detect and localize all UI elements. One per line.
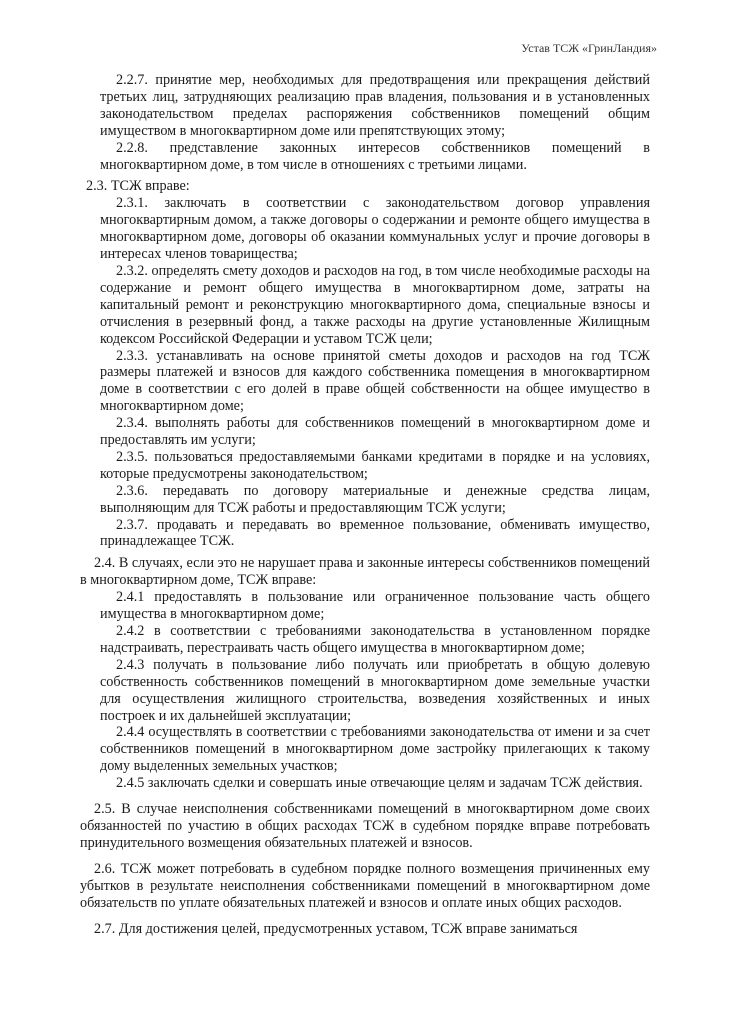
clause-2-4-2: 2.4.2 в соответствии с требованиями законодательства в установленном порядке надстраивать, перестраивать часть общего имущества в многоквартирном доме; xyxy=(100,623,650,656)
document-body xyxy=(80,72,650,937)
clause-2-2-8: 2.2.8. представление законных интересов собственников помещений в многоквартирном доме, в том числе в отношениях с третьими лицами. xyxy=(100,139,650,173)
section-2-7: 2.7. Для достижения целей, предусмотренных уставом, ТСЖ вправе заниматься xyxy=(94,920,578,937)
clause-2-4-1: 2.4.1 предоставлять в пользование или ограниченное пользование часть общего имущества в многоквартирном доме; xyxy=(100,589,650,623)
clause-2-4-3: 2.4.3 получать в пользование либо получать или приобретать в общую долевую собственность собственников помещений в многоквартирном доме земельные участки для осуществления жилищного строительства, возведения хозяйственных и иных построек и их дальнейшей эксплуатации; xyxy=(100,656,650,724)
clause-2-2-7: 2.2.7. принятие мер, необходимых для предотвращения или прекращения действий третьих лиц, затрудняющих реализацию прав владения, пользования и в установленных законодательством пределах распоряжения собственников помещений общим имуществом в многоквартирном доме или препятствующих этому; xyxy=(100,72,650,139)
clause-2-4-5: 2.4.5 заключать сделки и совершать иные отвечающие целям и задачам ТСЖ действия. xyxy=(116,775,643,792)
clause-2-3-4: 2.3.4. выполнять работы для собственников помещений в многоквартирном доме и предоставлять им услуги; xyxy=(100,415,650,449)
clause-2-3-1: 2.3.1. заключать в соответствии с законодательством договор управления многоквартирным домом, а также договоры о содержании и ремонте общего имущества в многоквартирном доме, договоры об оказании коммунальных услуг и прочие договоры в интересах членов товарищества; xyxy=(100,195,650,263)
section-2-6: 2.6. ТСЖ может потребовать в судебном порядке полного возмещения причиненных ему убытков в результате неисполнения собственниками помещений в многоквартирном доме обязательств по уплате обязательных платежей и взносов и оплате иных общих расходов. xyxy=(80,860,650,911)
clause-2-3-5: 2.3.5. пользоваться предоставляемыми банками кредитами в порядке и на условиях, которые предусмотрены законодательством; xyxy=(100,448,650,482)
section-2-5: 2.5. В случае неисполнения собственниками помещений в многоквартирном доме своих обязанностей по участию в общих расходах ТСЖ в судебном порядке вправе потребовать принудительного возмещения обязательных платежей и взносов. xyxy=(80,801,650,851)
document-header: Устав ТСЖ «ГринЛандия» xyxy=(521,41,657,55)
section-2-4: 2.4. В случаях, если это не нарушает права и законные интересы собственников помещений в многоквартирном доме, ТСЖ вправе: xyxy=(80,555,650,589)
clause-2-3-6: 2.3.6. передавать по договору материальные и денежные средства лицам, выполняющим для ТСЖ работы и предоставляющим ТСЖ услуги; xyxy=(100,482,650,516)
section-2-3-heading: 2.3. ТСЖ вправе: xyxy=(86,178,190,195)
clause-2-3-7: 2.3.7. продавать и передавать во временное пользование, обменивать имущество, принадлежащее ТСЖ. xyxy=(100,516,650,550)
clause-2-3-3: 2.3.3. устанавливать на основе принятой сметы доходов и расходов на год ТСЖ размеры платежей и взносов для каждого собственника помещения в многоквартирном доме в соответствии с его долей в праве общей собственности на общее имущество в многоквартирном доме; xyxy=(100,347,650,415)
clause-2-4-4: 2.4.4 осуществлять в соответствии с требованиями законодательства от имени и за счет собственников помещений в многоквартирном доме застройку прилегающих к такому дому выделенных земельных участков; xyxy=(100,724,650,775)
clause-2-3-2: 2.3.2. определять смету доходов и расходов на год, в том числе необходимые расходы на содержание и ремонт общего имущества в многоквартирном доме, затраты на капитальный ремонт и реконструкцию многоквартирного дома, специальные взносы и отчисления в резервный фонд, а также расходы на другие установленные Жилищным кодексом Российской Федерации и уставом ТСЖ цели; xyxy=(100,262,650,347)
